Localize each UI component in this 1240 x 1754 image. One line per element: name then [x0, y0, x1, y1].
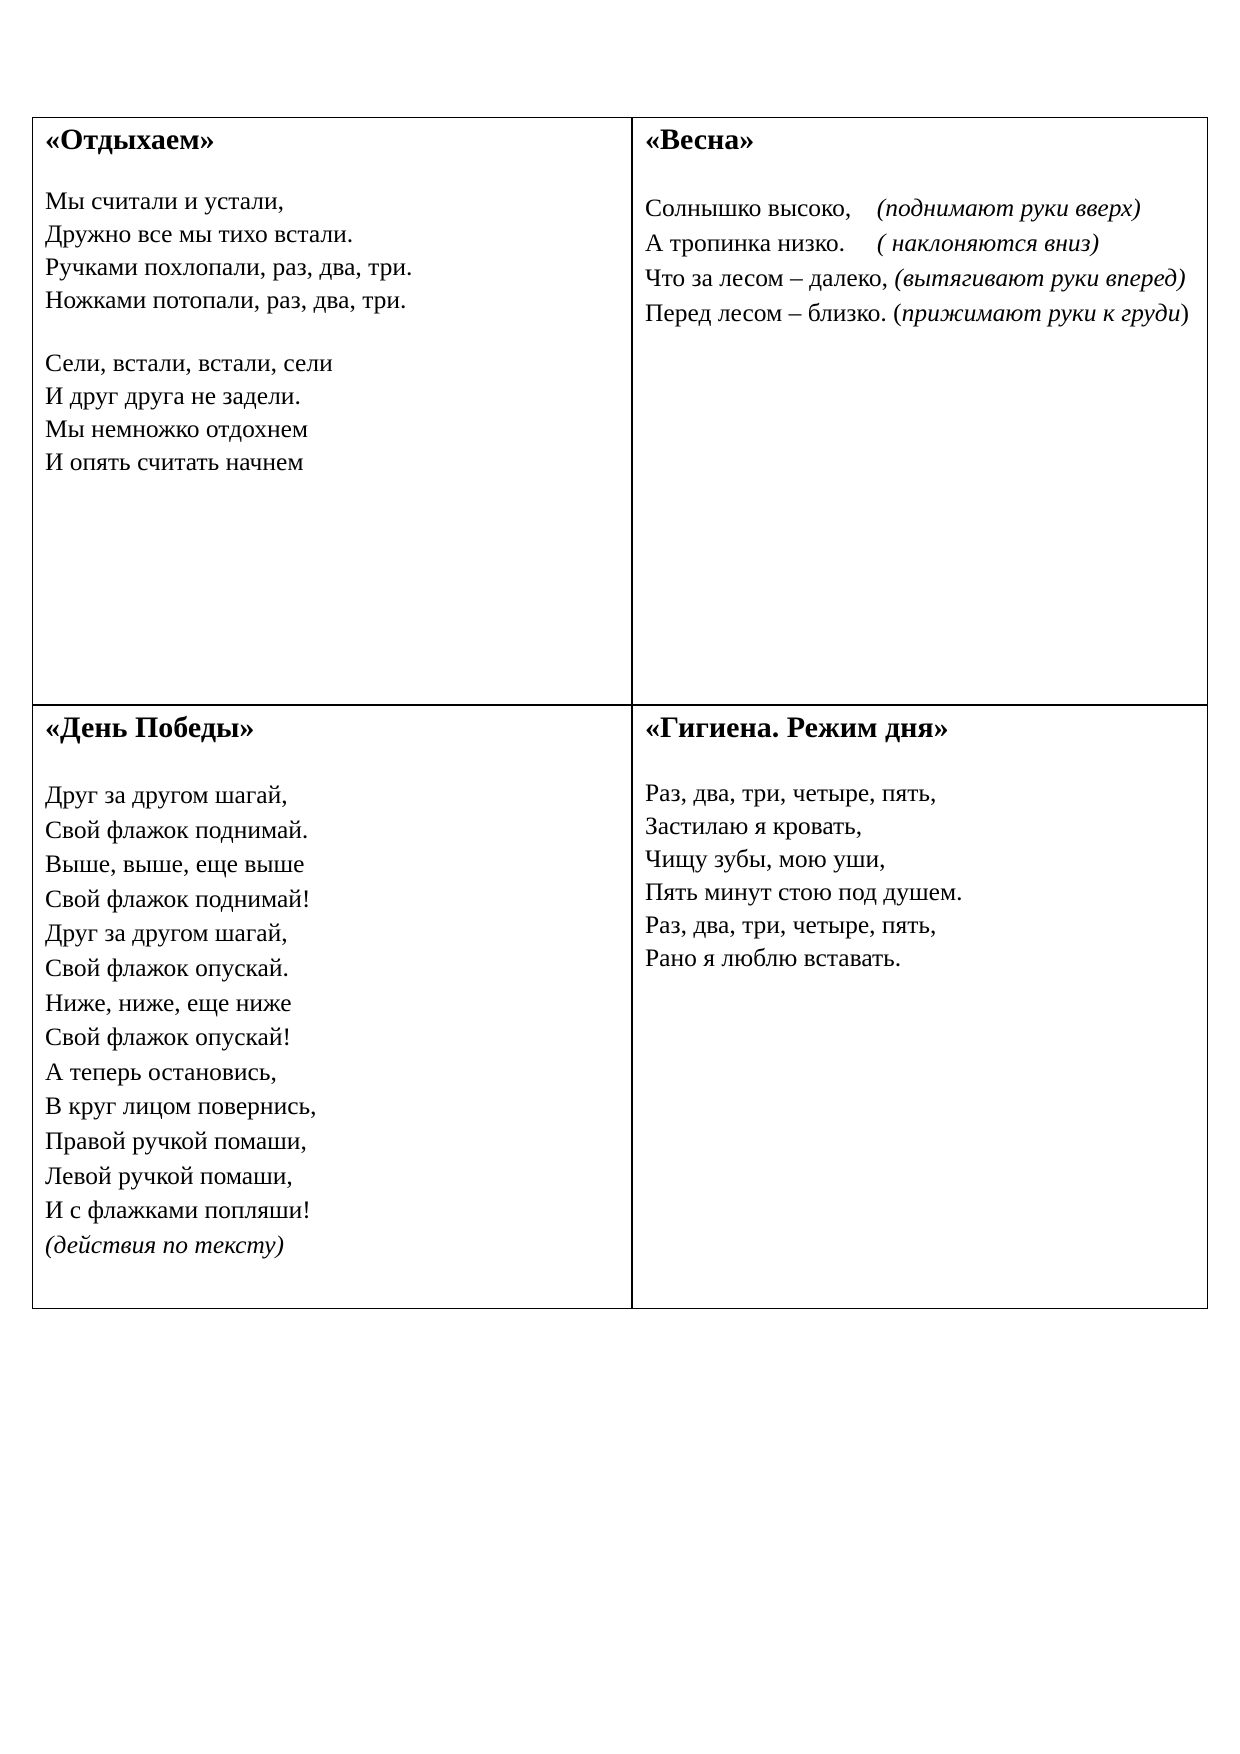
cell-vesna — [633, 118, 1207, 704]
poem-lines — [645, 776, 1195, 974]
poem-lines — [45, 184, 619, 478]
poem-line: Пять минут стою под душем. — [645, 877, 963, 906]
poem-line: А теперь остановись, — [45, 1056, 277, 1086]
line-text: Перед лесом – близко. ( — [645, 298, 902, 327]
poem-line: Дружно все мы тихо встали. — [45, 219, 354, 248]
poem-line — [645, 260, 1195, 295]
poem-line — [645, 190, 1195, 225]
poem-line: Чищу зубы, мою уши, — [645, 844, 886, 873]
poem-line: Мы немножко отдохнем — [45, 414, 309, 443]
poem-line: Раз, два, три, четыре, пять, — [645, 778, 937, 807]
action-note: ( наклоняются вниз) — [876, 228, 1100, 257]
stanza-gap — [45, 316, 619, 346]
cell-gigiena — [633, 706, 1207, 1308]
poem-line: Ножками потопали, раз, два, три. — [45, 285, 407, 314]
poem-lines — [45, 778, 619, 1262]
poem-line: И опять считать начнем — [45, 447, 304, 476]
poem-line: Сели, встали, встали, сели — [45, 348, 333, 377]
action-note: (действия по тексту) — [45, 1229, 285, 1259]
poem-line: Застилаю я кровать, — [645, 811, 863, 840]
poem-line: В круг лицом повернись, — [45, 1091, 317, 1121]
poem-line — [645, 295, 1195, 330]
cell-title: «Гигиена. Режим дня» — [645, 711, 949, 744]
line-text: А тропинка низко. — [645, 228, 845, 257]
poem-line: Мы считали и устали, — [45, 186, 285, 215]
poem-line: Левой ручкой помаши, — [45, 1160, 293, 1190]
poem-line: Раз, два, три, четыре, пять, — [645, 910, 937, 939]
cell-title: «Отдыхаем» — [45, 123, 215, 156]
cell-den-pobedy — [33, 706, 631, 1308]
poem-lines — [645, 190, 1195, 330]
poem-line: Выше, выше, еще выше — [45, 849, 305, 879]
poem-line — [645, 225, 1195, 260]
poems-table — [32, 117, 1208, 1309]
cell-otdykhaem — [33, 118, 631, 704]
poem-line: Свой флажок поднимай. — [45, 814, 309, 844]
poem-line: И с флажками попляши! — [45, 1195, 311, 1225]
cell-title: «Весна» — [645, 123, 755, 156]
line-text: Что за лесом – далеко, — [645, 263, 888, 292]
poem-line: Ручками похлопали, раз, два, три. — [45, 252, 413, 281]
poem-line: Рано я люблю вставать. — [645, 943, 902, 972]
poem-line: И друг друга не задели. — [45, 381, 301, 410]
poem-line: Свой флажок опускай! — [45, 1022, 291, 1052]
poem-line: Свой флажок опускай. — [45, 952, 289, 982]
poem-line: Правой ручкой помаши, — [45, 1125, 307, 1155]
poem-line: Ниже, ниже, еще ниже — [45, 987, 292, 1017]
cell-title: «День Победы» — [45, 711, 255, 744]
action-note: прижимают руки к груди — [901, 298, 1181, 327]
line-close: ) — [1180, 298, 1189, 327]
poem-line: Друг за другом шагай, — [45, 918, 288, 948]
poem-line: Друг за другом шагай, — [45, 780, 288, 809]
action-note: (вытягивают руки вперед) — [894, 263, 1186, 292]
line-text: Солнышко высоко, — [645, 193, 852, 222]
action-note: (поднимают руки вверх) — [876, 193, 1141, 222]
poem-line: Свой флажок поднимай! — [45, 883, 311, 913]
